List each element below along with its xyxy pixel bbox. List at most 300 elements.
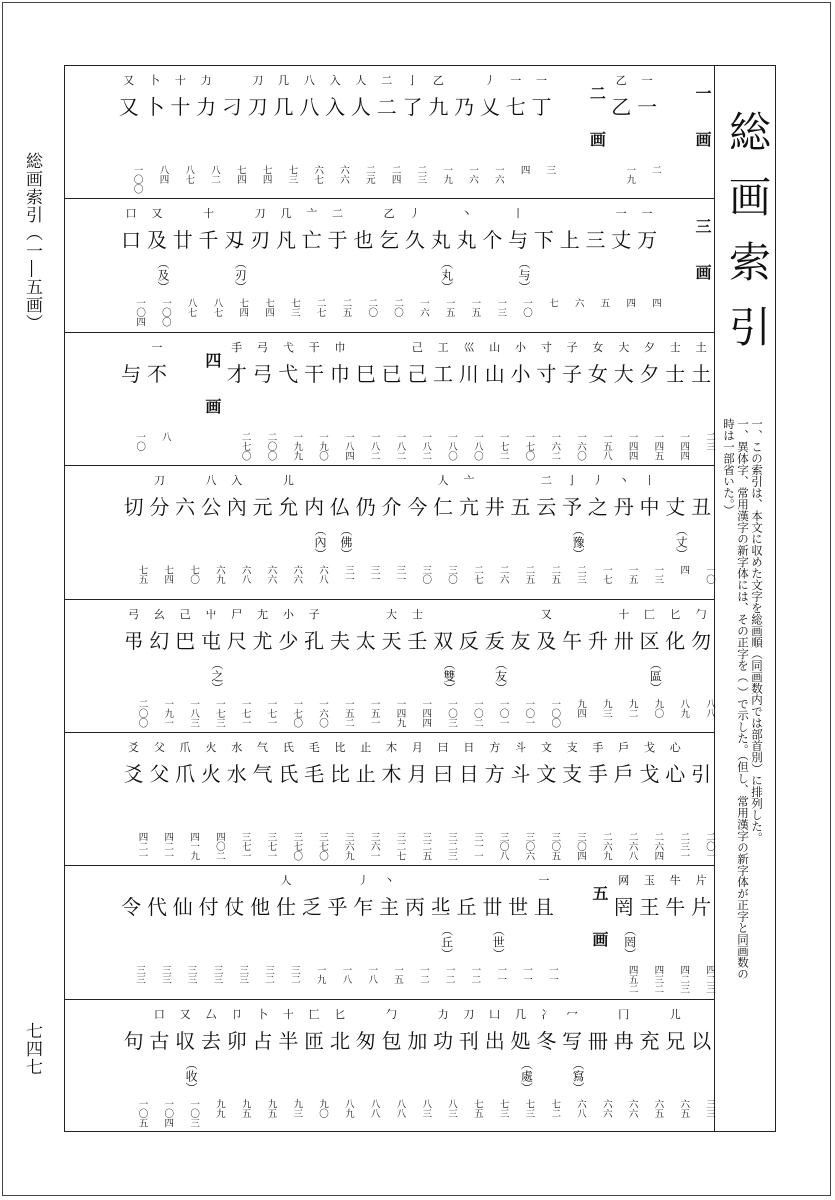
index-entry — [250, 732, 276, 866]
radical: 力 — [200, 74, 212, 87]
page-reference: 二三 — [704, 431, 715, 451]
radical: 厶 — [205, 1007, 217, 1021]
page-reference: 七三 — [497, 1098, 509, 1118]
entry-character: 廿 — [172, 228, 193, 253]
entry-character: 双 — [433, 628, 454, 653]
page-reference: 六九 — [213, 565, 225, 585]
entry-character: 九 — [428, 95, 449, 119]
heading-label: 二画 — [587, 85, 607, 177]
page-reference: 一八〇 — [471, 431, 483, 461]
radical: 大 — [618, 340, 630, 354]
radical: 亠 — [463, 474, 475, 488]
entry-character: 古 — [149, 1028, 170, 1053]
radical: 乙 — [432, 74, 444, 87]
radical: 凵 — [489, 1007, 501, 1021]
radical: 尢 — [257, 607, 269, 621]
page-reference: 三二七 — [394, 832, 406, 861]
entry-character: 子 — [562, 361, 583, 386]
index-entry — [301, 732, 327, 866]
entry-character: 匆 — [355, 1028, 376, 1053]
index-entry — [531, 198, 557, 332]
page-reference: 一九一 — [162, 698, 174, 728]
page-reference: 一八四 — [342, 431, 354, 461]
standard-form: （豫） — [571, 524, 586, 561]
title-char: 索 — [728, 238, 771, 288]
radical: 一 — [151, 340, 163, 354]
index-entry — [531, 865, 557, 999]
entry-character: 个 — [482, 228, 503, 253]
entry-character: 少 — [278, 628, 299, 653]
index-entry — [353, 465, 379, 599]
entry-character: 写 — [562, 1028, 583, 1053]
entry-character: 北 — [329, 1028, 350, 1053]
index-entry — [167, 65, 193, 199]
index-entry — [559, 332, 585, 466]
page-reference: 二元 — [363, 165, 375, 184]
page-reference: 一〇四 — [162, 1098, 174, 1128]
radical: 二 — [540, 474, 552, 488]
page-reference: 四五二 — [626, 965, 638, 994]
entry-character: 反 — [458, 628, 479, 653]
index-entry — [557, 198, 583, 332]
index-entry — [299, 865, 325, 999]
entry-character: 于 — [327, 228, 348, 253]
standard-form: （處） — [519, 1057, 534, 1094]
entry-character: 入 — [325, 95, 346, 119]
page-reference: 三三 — [704, 1098, 715, 1118]
radical: 士 — [411, 607, 423, 621]
radical: 曰 — [437, 741, 449, 754]
page-reference: 一〇三 — [446, 698, 458, 728]
page-reference: 六五 — [652, 1098, 664, 1118]
entry-character: 令 — [121, 895, 142, 920]
entry-character: 刀 — [247, 95, 268, 119]
index-entry — [250, 999, 276, 1133]
page-reference: 八七 — [211, 298, 223, 318]
index-entry — [250, 465, 276, 599]
standard-form: （丘） — [439, 924, 454, 961]
index-entry — [146, 999, 172, 1133]
index-entry — [430, 599, 456, 733]
entry-character: 斗 — [510, 762, 531, 786]
entry-character: 収 — [175, 1028, 196, 1053]
page-reference: 一七三 — [213, 698, 225, 728]
index-entry — [688, 865, 714, 999]
page-reference: 一九〇 — [317, 431, 329, 461]
index-entry — [456, 999, 482, 1133]
radical: 士 — [669, 340, 681, 354]
page-reference: 一五八 — [600, 431, 612, 461]
standard-form: （丈） — [674, 524, 689, 561]
entry-character: 己 — [407, 361, 428, 386]
radical: 又 — [179, 1007, 191, 1021]
index-entry — [508, 999, 534, 1133]
entry-character: 加 — [407, 1028, 428, 1053]
index-entry — [198, 999, 224, 1133]
entry-character: 及 — [146, 228, 167, 253]
index-entry — [250, 332, 276, 466]
page-reference: 三〇四 — [575, 832, 587, 861]
page-reference: 三七一 — [265, 832, 277, 861]
page-reference: 七五 — [471, 1098, 483, 1118]
index-entry — [198, 599, 224, 733]
page-reference: 三〇六 — [523, 832, 535, 861]
index-entry — [482, 732, 508, 866]
page-reference: 二〇〇 — [265, 431, 277, 461]
index-entry — [379, 999, 405, 1133]
index-entry — [608, 198, 634, 332]
radical: 一 — [641, 74, 653, 87]
radical: 勹 — [386, 1007, 398, 1021]
index-entry — [193, 65, 219, 199]
page-reference: 一五 — [392, 965, 404, 985]
page-reference: 一〇五 — [136, 1098, 148, 1128]
index-entry — [196, 198, 222, 332]
page-reference: 一四五 — [652, 431, 664, 461]
page-reference: 一四四 — [626, 431, 638, 461]
entry-character: 川 — [458, 361, 479, 386]
index-entry — [374, 65, 400, 199]
entry-character: 代 — [146, 895, 167, 920]
radical: 丨 — [512, 207, 524, 221]
radical: 氏 — [282, 741, 294, 754]
page-reference: 一七一 — [239, 698, 251, 728]
page-reference: 二〇〇 — [136, 698, 148, 728]
page-reference: 七三 — [523, 1098, 535, 1118]
radical: 寸 — [540, 340, 552, 354]
page-reference: 一九九 — [291, 431, 303, 461]
index-entry — [456, 465, 482, 599]
entry-character: 充 — [639, 1028, 660, 1053]
page-reference: 一三 — [652, 565, 664, 585]
page-reference: 二五 — [549, 565, 561, 585]
index-row — [64, 465, 714, 598]
page-reference: 六六 — [626, 1098, 638, 1118]
radical: 二 — [381, 74, 393, 87]
radical: 心 — [669, 741, 681, 754]
index-entry — [172, 465, 198, 599]
radical: 一 — [615, 207, 627, 221]
index-entry — [353, 332, 379, 466]
radical: 刀 — [153, 474, 165, 488]
page-reference: 六六 — [291, 565, 303, 585]
index-entry — [327, 999, 353, 1133]
entry-character: 壬 — [407, 628, 428, 653]
index-entry — [350, 198, 376, 332]
entry-character: 功 — [433, 1028, 454, 1053]
heading-label: 三画 — [693, 218, 712, 311]
index-entry — [275, 732, 301, 866]
index-entry — [482, 332, 508, 466]
radical: 卩 — [231, 1007, 243, 1021]
page-reference: 八 — [159, 431, 171, 442]
entry-character: 上 — [559, 228, 580, 253]
entry-character: 片 — [691, 895, 712, 920]
radical: 匚 — [308, 1007, 320, 1021]
page-reference: 二七 — [314, 298, 326, 318]
radical: 冖 — [566, 1007, 578, 1021]
radical: 冫 — [540, 1007, 552, 1021]
radical: 入 — [329, 74, 341, 87]
entry-character: 氏 — [278, 762, 299, 786]
radical: 小 — [515, 340, 527, 354]
page-reference: 四 — [650, 298, 661, 308]
radical: 幺 — [153, 607, 165, 621]
page-reference: 一七〇 — [291, 698, 303, 728]
index-entry — [454, 198, 480, 332]
page-reference: 八九 — [678, 698, 690, 718]
page-reference: 一〇 — [134, 431, 146, 451]
radical: 十 — [282, 1007, 294, 1021]
index-entry — [221, 865, 247, 999]
radical: 儿 — [669, 1007, 681, 1021]
radical: 卜 — [257, 1007, 269, 1021]
index-entry — [688, 599, 714, 733]
radical: 父 — [153, 741, 165, 754]
entry-character: 公 — [200, 495, 221, 520]
page-reference: 一〇一 — [523, 698, 535, 728]
entry-character: 也 — [353, 228, 374, 253]
entry-character: 乙 — [611, 95, 632, 119]
radical: 气 — [257, 741, 269, 754]
page-reference: 二三 — [415, 165, 427, 184]
index-entry — [271, 65, 297, 199]
radical: 爻 — [128, 741, 140, 754]
page-reference: 一五二 — [342, 698, 354, 728]
page-reference: 二七 — [471, 565, 483, 585]
page-reference: 三二五 — [420, 832, 432, 861]
page-reference: 二〇一 — [704, 832, 715, 861]
stroke-count-heading — [557, 865, 611, 999]
page-reference: 七四 — [234, 165, 246, 184]
index-entry — [430, 999, 456, 1133]
index-entry — [559, 465, 585, 599]
page-reference: 八三 — [420, 1098, 432, 1118]
radical: 木 — [386, 741, 398, 754]
page-reference: 六八 — [317, 565, 329, 585]
entry-character: 爻 — [123, 762, 144, 786]
entry-character: 弋 — [278, 361, 299, 386]
page-reference: 二七〇 — [239, 431, 251, 461]
index-entry — [402, 198, 428, 332]
radical: 刀 — [252, 74, 264, 87]
index-entry — [611, 999, 637, 1133]
entry-character: 切 — [123, 495, 144, 520]
entry-character: 丗 — [482, 895, 503, 920]
radical: 巾 — [334, 340, 346, 354]
index-entry — [245, 65, 271, 199]
index-entry — [247, 865, 273, 999]
entry-character: 又 — [118, 95, 139, 119]
index-entry — [404, 999, 430, 1133]
page-reference: 二三 — [575, 565, 587, 585]
page-reference: 三一 — [342, 565, 354, 585]
index-entry — [585, 599, 611, 733]
page-reference: 三六九 — [342, 832, 354, 861]
page-reference: 一九 — [441, 165, 453, 184]
radical: 二 — [332, 207, 344, 221]
index-entry — [611, 599, 637, 733]
entry-character: 与 — [508, 228, 529, 253]
radical: 文 — [540, 741, 552, 754]
entry-character: 丸 — [430, 228, 451, 253]
index-entry — [275, 599, 301, 733]
page-reference: 一八二 — [394, 431, 406, 461]
entry-character: 巴 — [175, 628, 196, 653]
page-reference: 六八 — [239, 565, 251, 585]
page-reference: 四 — [624, 298, 636, 308]
radical: 人 — [355, 74, 367, 87]
entry-character: 一 — [637, 95, 658, 119]
entry-character: 天 — [381, 628, 402, 653]
radical: 夕 — [644, 340, 655, 354]
radical: 丶 — [618, 474, 630, 488]
page-reference: 七五 — [136, 565, 148, 585]
index-entry — [221, 198, 247, 332]
index-entry — [116, 65, 142, 199]
page-reference: 三三 — [237, 965, 249, 985]
entry-character: 井 — [484, 495, 505, 520]
page-reference: 三三 — [185, 965, 197, 985]
page-reference: 四三二 — [652, 965, 664, 994]
index-entry — [376, 198, 402, 332]
entry-character: 万 — [637, 228, 658, 253]
index-entry — [196, 865, 222, 999]
page-reference: 一四四 — [420, 698, 432, 728]
index-entry — [425, 65, 451, 199]
index-entry — [273, 865, 299, 999]
page-reference: 一一 — [521, 965, 533, 985]
index-entry — [219, 65, 245, 199]
index-entry — [559, 599, 585, 733]
index-entry — [224, 599, 250, 733]
radical: 止 — [360, 741, 372, 754]
index-entry — [250, 599, 276, 733]
page-reference: 六五 — [678, 1098, 690, 1118]
entry-character: 凡 — [275, 228, 296, 253]
page-reference: 一六 — [467, 165, 479, 184]
radical: 人 — [280, 874, 292, 888]
index-entry — [275, 999, 301, 1133]
index-entry — [508, 599, 534, 733]
entry-character: 山 — [484, 361, 505, 386]
entry-character: 云 — [536, 495, 557, 520]
entry-character: 工 — [433, 361, 454, 386]
radical: 一 — [536, 74, 547, 87]
index-entry — [479, 198, 505, 332]
entry-character: 之 — [587, 495, 608, 520]
page-reference: 一九 — [624, 165, 636, 184]
index-entry — [275, 332, 301, 466]
page-number: 七四七 — [22, 1022, 42, 1076]
index-entry — [508, 332, 534, 466]
page-reference: 九〇 — [652, 698, 664, 718]
radical: 口 — [125, 207, 137, 221]
index-notes — [722, 418, 764, 988]
index-entry — [585, 465, 611, 599]
index-entry — [379, 332, 405, 466]
entry-character: 王 — [639, 895, 660, 920]
page-reference: 一七 — [600, 565, 612, 585]
title-char: 総 — [728, 108, 771, 157]
entry-character: 卜 — [144, 95, 165, 119]
index-entry — [533, 599, 559, 733]
entry-character: 乎 — [327, 895, 348, 920]
radical: 又 — [540, 607, 552, 621]
page-reference: 三三 — [134, 965, 146, 985]
index-entry — [456, 332, 482, 466]
index-row — [64, 198, 714, 331]
page-reference: 四一九 — [188, 832, 200, 861]
entry-character: 卅 — [613, 628, 634, 653]
entry-character: 了 — [402, 95, 423, 119]
page-reference: 八八 — [394, 1098, 406, 1118]
page-reference: 六六 — [265, 565, 277, 585]
radical: 牛 — [669, 874, 681, 888]
entry-character: 乏 — [301, 895, 322, 920]
page-reference: 一〇 — [521, 298, 533, 318]
page-reference: 九四 — [575, 698, 587, 718]
radical: 几 — [280, 207, 292, 221]
page-reference: 九五 — [265, 1098, 277, 1118]
entry-character: 比 — [329, 762, 350, 786]
entry-character: 內 — [226, 495, 247, 520]
radical: 力 — [437, 1007, 449, 1021]
index-entry — [482, 465, 508, 599]
entry-character: 幻 — [149, 628, 170, 653]
index-entry — [404, 599, 430, 733]
entry-character: 小 — [510, 361, 531, 386]
page-reference: 一〇一 — [497, 698, 509, 728]
radical: 土 — [695, 340, 707, 354]
index-entry — [456, 732, 482, 866]
index-entry — [404, 732, 430, 866]
page-reference: 三三 — [211, 965, 223, 985]
entry-character: 句 — [123, 1028, 144, 1053]
standard-form: （罔） — [622, 924, 637, 961]
entry-character: 引 — [691, 762, 712, 786]
entry-character: 手 — [587, 762, 608, 786]
page-reference: 八四 — [157, 165, 169, 184]
page-reference: 一六 — [417, 298, 429, 318]
entry-character: 匝 — [304, 1028, 325, 1053]
note-2: 一、異体字、常用漢字の新字体には、その正字を（ ）で示した。（但し、常用漢字の新字体が正字と同画数の時は一部省いた。） — [722, 418, 750, 980]
index-entry — [121, 599, 147, 733]
entry-character: 介 — [381, 495, 402, 520]
index-row — [64, 732, 714, 865]
index-title — [724, 100, 776, 360]
page-reference: 九五 — [239, 1098, 251, 1118]
page-reference: 三七〇 — [291, 832, 303, 861]
radical: 丿 — [409, 207, 421, 221]
entry-character: 土 — [691, 361, 712, 386]
page-reference: 三一 — [394, 565, 406, 585]
index-entry — [170, 198, 196, 332]
entry-character: 冬 — [536, 1028, 557, 1053]
radical: 亠 — [306, 207, 318, 221]
index-entry — [172, 999, 198, 1133]
entry-character: 月 — [407, 762, 428, 786]
page-reference: 一六二 — [549, 431, 561, 461]
stroke-count-heading — [554, 65, 608, 199]
radical: 一 — [641, 207, 653, 221]
entry-character: 孔 — [304, 628, 325, 653]
page-reference: 二三一 — [678, 832, 690, 861]
entry-character: 夫 — [329, 628, 350, 653]
index-entry — [688, 332, 714, 466]
entry-character: 亡 — [301, 228, 322, 253]
entry-character: 大 — [613, 361, 634, 386]
